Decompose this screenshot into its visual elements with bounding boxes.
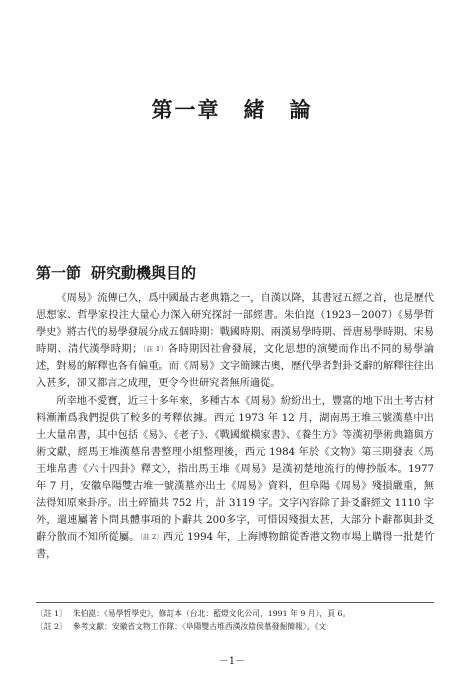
section-title: 研究動機與目的 (91, 264, 197, 282)
paragraph-text: 《周易》流傳已久，爲中國最古老典籍之一，自漢以降，其書冠五經之首，也是歷代思想家、哲學家投注大量心力深入研究探討一部經書。朱伯崑（1923－2007）《易學哲學史》將古代的易學發展分成五個時期：戰國時期、兩漢易學時期、晉唐易學時期、宋易時期、清代漢學時期； (36, 293, 434, 356)
footnote (36, 607, 434, 620)
footnote-text: 參考文獻：安徽省文物工作隊：〈阜陽雙古堆西漢汝陰侯墓發掘簡報〉，《文 (72, 622, 327, 631)
paragraph (36, 393, 434, 564)
footnotes (36, 607, 434, 633)
footnote (36, 620, 434, 633)
body-text (36, 290, 434, 564)
footnote-ref[interactable]: 〔註 2〕 (139, 533, 164, 542)
paragraph-text: 各時期因社會發展，文化思想的演變而作出不同的易學論述，對易的解釋也各有偏重。而《周易》文字簡練古奧，歷代學者對卦爻辭的解釋往往出入甚多，卻又都言之成理，更令今世研究者無所適從。 (36, 344, 435, 390)
page-number: －1－ (218, 656, 246, 667)
chapter-title: 第一章 緒 論 (151, 98, 313, 122)
paragraph (36, 290, 434, 393)
footnote-text: 朱伯崑：《易學哲學史》，修訂本（台北：藍燈文化公司，1991 年 9 月），頁 6。 (72, 609, 351, 618)
paragraph-text: 西元 1994 年，上海博物館從香港文物市場上購得一批楚竹書， (36, 532, 435, 561)
section-heading (36, 262, 196, 283)
footnote-divider (36, 602, 434, 603)
section-number: 第一節 (36, 264, 82, 282)
footnote-mark: 〔註 1〕 (36, 609, 67, 618)
footnote-ref[interactable]: 〔註 1〕 (142, 345, 168, 354)
paragraph-text: 所幸地不愛寶，近三十多年來，多種古本《周易》紛紛出土，豐富的地下出土考古材料漸漸爲我們提供了較多的考釋依據。西元 1973 年 12 月，湖南馬王堆三號漢墓中出土大量帛書，其中包括《易》、《老子》、《戰國縱橫家書》、《養生方》等漢初學術典籍與方術文獻，經馬王堆漢墓帛書整理小組整理後，西元 1984 年於《文物》第三期發表〈馬王堆帛書《六十四卦》釋文〉，指出馬王堆《周易》是漢初楚地流行的傳抄版本。1977 年 7 月，安徽阜陽雙古堆一號漢墓亦出土《周易》資料，但阜陽《周易》殘損嚴重，無法得知原來卦序。出土碎簡共 752 片，計 3119 字。文字內容除了卦爻辭經文 1110 字外，還連屬著卜問具體事項的卜辭共 200多字，可惜因殘損太甚，大部分卜辭都與卦爻辭分散而不知所從屬。 (36, 395, 434, 544)
footnote-mark: 〔註 2〕 (36, 622, 67, 631)
